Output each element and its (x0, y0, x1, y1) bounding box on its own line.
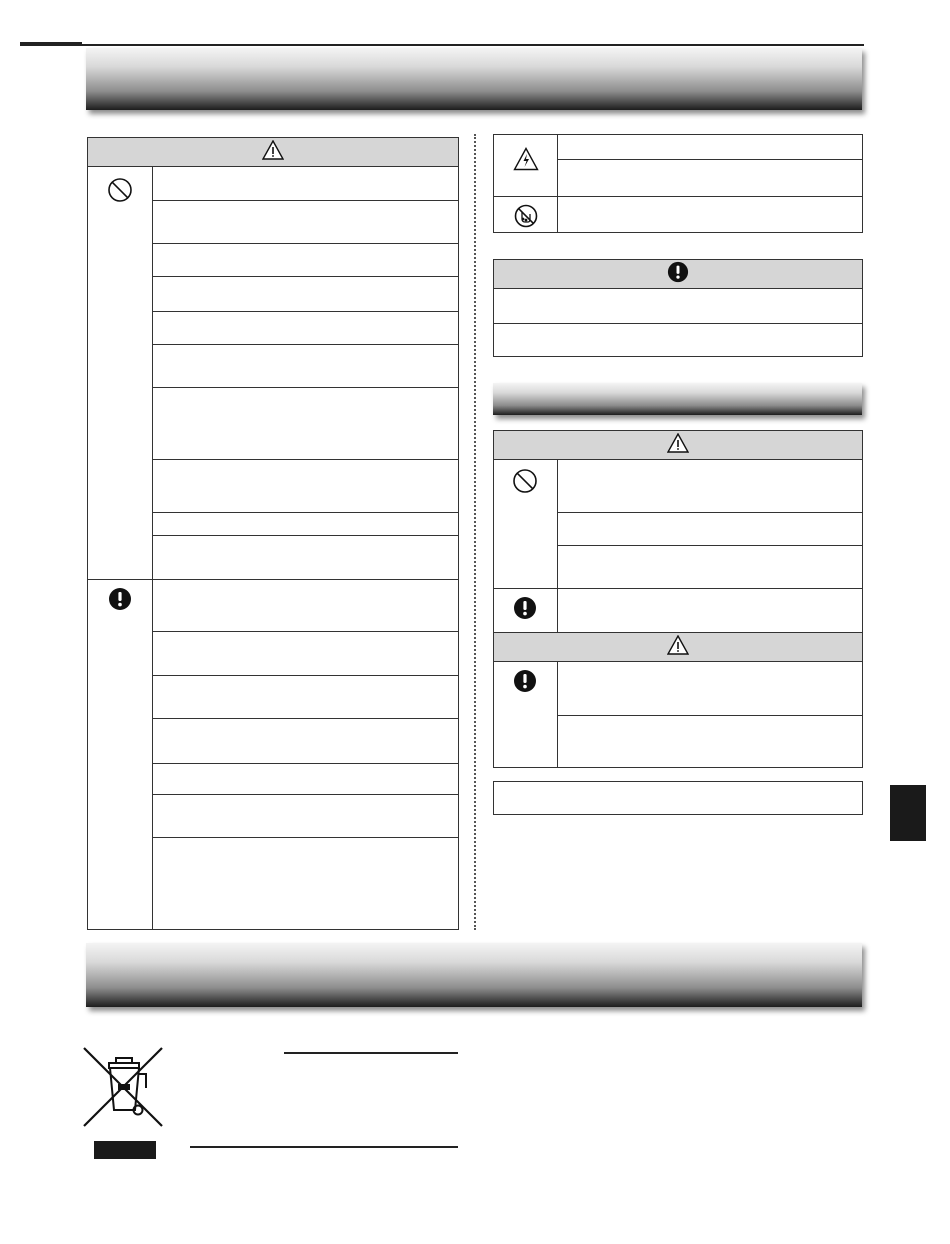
row-divider (557, 159, 862, 160)
no-wet-hands-icon (512, 202, 540, 230)
warning-table-icon-column-border (152, 167, 153, 930)
row-divider (152, 535, 458, 536)
section-banner-disposal (86, 943, 862, 1007)
warning-triangle-icon (262, 140, 284, 165)
warning-table-header (88, 138, 458, 167)
group-divider (494, 196, 862, 197)
row-divider (557, 715, 862, 716)
crossed-out-wheelie-bin-icon (80, 1044, 166, 1130)
note-box (493, 781, 863, 815)
row-divider (152, 200, 458, 201)
group-divider (494, 588, 862, 589)
section-banner-right (493, 383, 862, 415)
warning-table (87, 137, 459, 930)
top-rule (20, 44, 864, 46)
row-divider (152, 344, 458, 345)
section3-table (493, 430, 863, 768)
prohibition-icon (106, 176, 134, 204)
prohibition-icon (511, 467, 539, 495)
mandatory-exclamation-icon (511, 667, 539, 695)
row-divider (152, 837, 458, 838)
row-divider (152, 763, 458, 764)
mandatory-exclamation-icon (667, 261, 689, 288)
electric-table (493, 134, 863, 233)
section-banner-top (86, 48, 862, 110)
warning-triangle-icon (667, 433, 689, 458)
group-divider (88, 579, 458, 580)
column-divider (474, 134, 476, 930)
row-divider (152, 718, 458, 719)
row-divider (557, 545, 862, 546)
electric-table-icon-column-border (557, 135, 558, 232)
mandatory-exclamation-icon (106, 585, 134, 613)
section3-icon-column-border (557, 460, 558, 632)
row-divider (152, 311, 458, 312)
row-divider (152, 387, 458, 388)
rule-line (284, 1052, 458, 1054)
bin-underline-bar (94, 1141, 156, 1159)
row-divider (152, 512, 458, 513)
caution-table (493, 259, 863, 357)
row-divider (494, 323, 862, 324)
section3-warning-header (494, 431, 862, 460)
row-divider (152, 459, 458, 460)
chapter-tab (890, 785, 926, 841)
caution-table-header (494, 260, 862, 289)
row-divider (152, 243, 458, 244)
warning-triangle-icon (667, 635, 689, 660)
electric-shock-icon (512, 145, 540, 173)
mandatory-exclamation-icon (511, 594, 539, 622)
row-divider (152, 675, 458, 676)
row-divider (557, 512, 862, 513)
rule-line (190, 1146, 458, 1148)
row-divider (152, 794, 458, 795)
row-divider (152, 631, 458, 632)
row-divider (152, 276, 458, 277)
section3-caution-header (494, 632, 862, 662)
